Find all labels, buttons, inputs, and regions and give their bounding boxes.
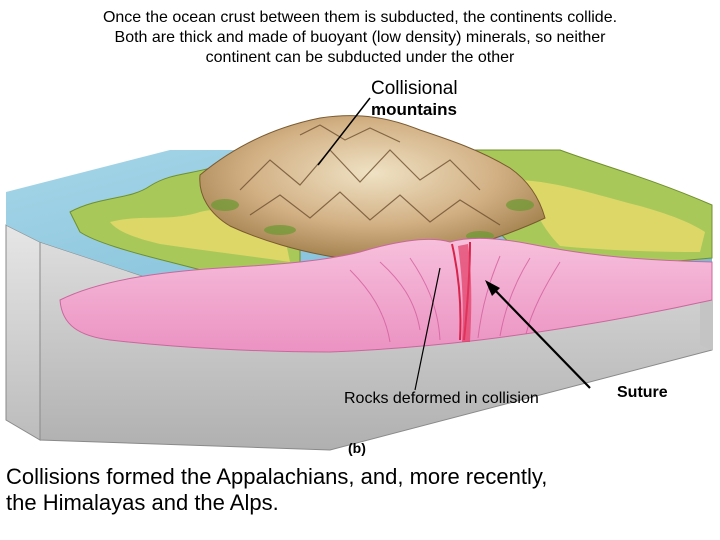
label-collisional: Collisional <box>371 78 458 99</box>
caption-line-3: continent can be subducted under the other <box>205 49 515 66</box>
summary-line-1: Collisions formed the Appalachians, and, more recently, <box>6 464 548 489</box>
caption-line-1: Once the ocean crust between them is subducted, the continents collide. <box>102 9 618 26</box>
left-side-face <box>6 225 40 440</box>
caption-line-2: Both are thick and made of buoyant (low density) minerals, so neither <box>114 29 606 46</box>
summary-line-2: the Himalayas and the Alps. <box>6 490 279 515</box>
label-suture: Suture <box>617 384 668 401</box>
label-rocks-deformed: Rocks deformed in collision <box>344 390 539 407</box>
label-panel-b: (b) <box>348 440 366 456</box>
bottom-caption <box>6 464 626 516</box>
label-mountains: mountains <box>371 100 457 119</box>
